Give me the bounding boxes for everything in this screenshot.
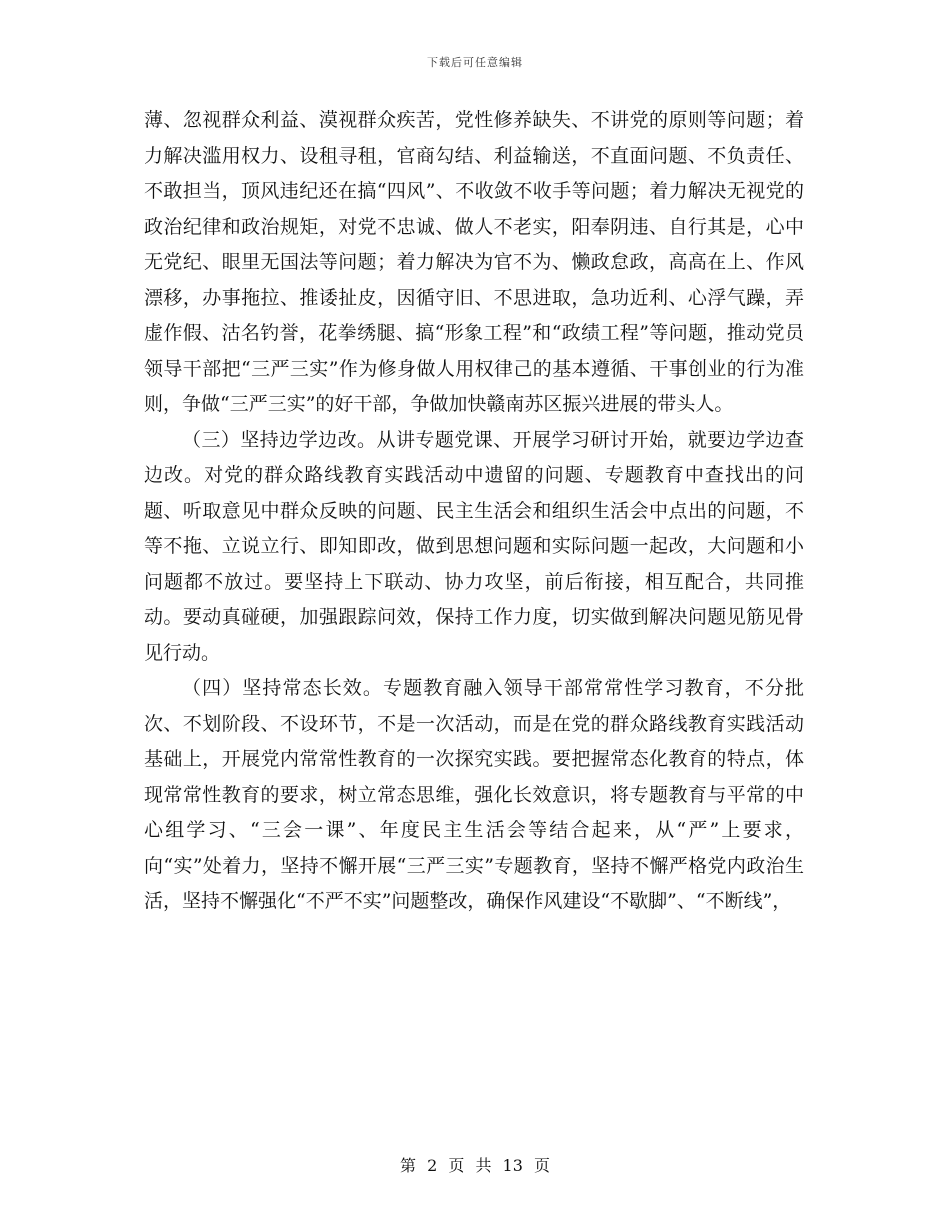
- paragraph-section-4: （四）坚持常态长效。专题教育融入领导干部常常性学习教育，不分批次、不划阶段、不设环节，不是一次活动，而是在党的群众路线教育实践活动基础上，开展党内常常性教育的一次探究实践。要把握常态化教育的特点，体现常常性教育的要求，树立常态思维，强化长效意识，将专题教育与平常的中心组学习、“三会一课”、年度民主生活会等结合起来，从“严”上要求，向“实”处着力，坚持不懈开展“三严三实”专题教育，坚持不懈严格党内政治生活，坚持不懈强化“不严不实”问题整改，确保作风建设“不歇脚”、“不断线”，: [144, 677, 804, 912]
- paragraph-section-3: （三）坚持边学边改。从讲专题党课、开展学习研讨开始，就要边学边查边改。对党的群众路线教育实践活动中遗留的问题、专题教育中查找出的问题、听取意见中群众反映的问题、民主生活会和组织生活会中点出的问题，不等不拖、立说立行、即知即改，做到思想问题和实际问题一起改，大问题和小问题都不放过。要坚持上下联动、协力攻坚，前后衔接，相互配合，共同推动。要动真碰硬，加强跟踪问效，保持工作力度，切实做到解决问题见筋见骨见行动。: [144, 428, 804, 664]
- paragraph-continued: 薄、忽视群众利益、漠视群众疾苦，党性修养缺失、不讲党的原则等问题；着力解决滥用权力、设租寻租，官商勾结、利益输送，不直面问题、不负责任、不敢担当，顶风违纪还在搞“四风”、不收敛不收手等问题；着力解决无视党的政治纪律和政治规矩，对党不忠诚、做人不老实，阳奉阴违、自行其是，心中无党纪、眼里无国法等问题；着力解决为官不为、懒政怠政，高高在上、作风漂移，办事拖拉、推诿扯皮，因循守旧、不思进取，急功近利、心浮气躁，弄虚作假、沽名钓誉，花拳绣腿、搞“形象工程”和“政绩工程”等问题，推动党员领导干部把“三严三实”作为修身做人用权律己的基本遵循、干事创业的行为准则，争做“三严三实”的好干部，争做加快赣南苏区振兴进展的带头人。: [144, 109, 804, 415]
- document-body: [144, 103, 804, 920]
- page-header: 下载后可任意编辑: [427, 56, 523, 69]
- page-footer: 第 2 页 共 13 页: [400, 1156, 550, 1175]
